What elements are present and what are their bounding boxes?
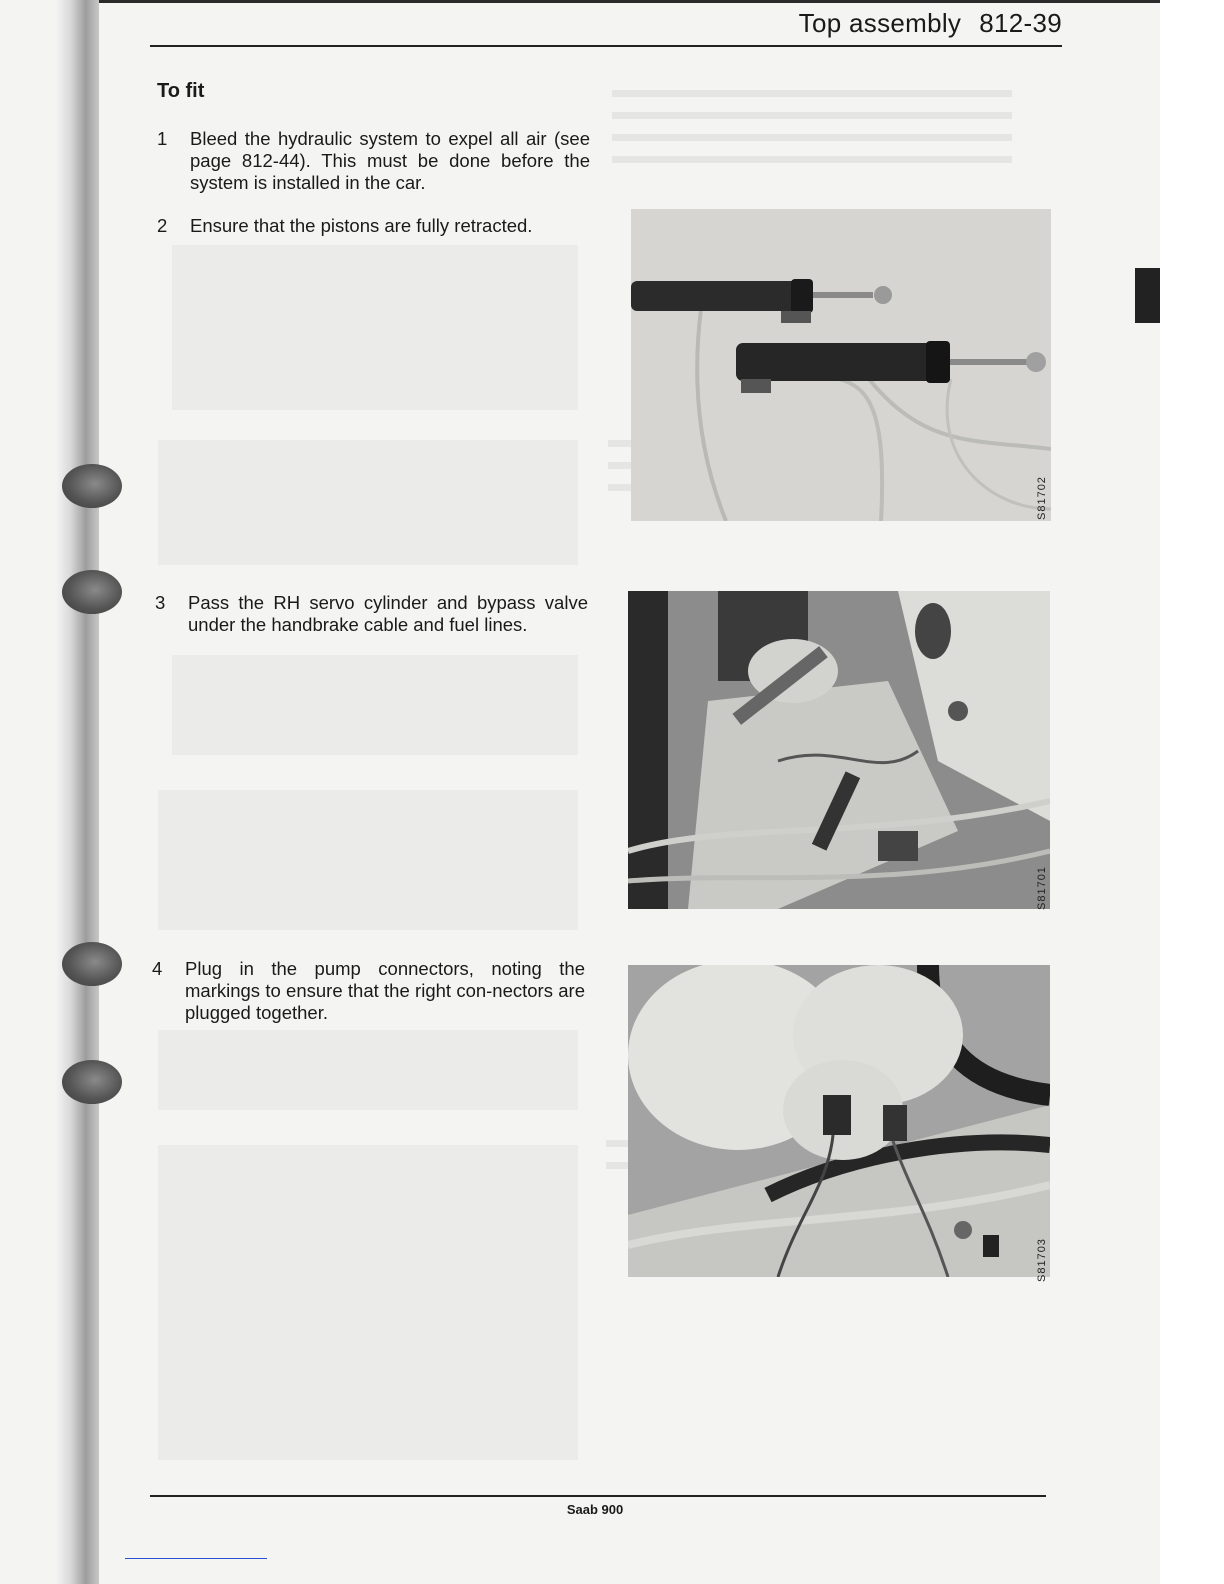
step-text: Pass the RH servo cylinder and bypass valve under the handbrake cable and fuel lines. <box>188 592 588 635</box>
figure-pump-connectors <box>628 965 1050 1277</box>
footer-rule <box>150 1495 1046 1497</box>
step-number: 1 <box>157 128 168 149</box>
binder-edge <box>55 0 99 1584</box>
bleed-through-block <box>158 790 578 930</box>
step-number: 2 <box>157 215 168 236</box>
bleed-through-block <box>172 655 578 755</box>
punch-hole <box>62 1060 122 1104</box>
step-text: Ensure that the pistons are fully retracted. <box>190 215 533 236</box>
punch-hole <box>62 464 122 508</box>
bleed-through-block <box>158 1145 578 1460</box>
figure-reference: S81702 <box>1036 476 1048 520</box>
page-header <box>799 8 1062 39</box>
footer-text: Saab 900 <box>566 1502 624 1517</box>
section-tab-marker <box>1135 268 1160 323</box>
punch-hole <box>62 570 122 614</box>
servo-cylinders-illustration <box>631 209 1051 521</box>
figure-rh-servo-cylinder <box>628 591 1050 909</box>
step-text: Plug in the pump connectors, noting the markings to ensure that the right con-nectors are plugged together. <box>185 958 585 1023</box>
section-heading: To fit <box>157 80 205 102</box>
header-rule <box>150 45 1062 47</box>
rh-servo-cylinder-illustration <box>628 591 1050 909</box>
figure-reference: S81703 <box>1036 1238 1048 1282</box>
bleed-through-text <box>612 90 1012 178</box>
page-reference: 812-39 <box>979 8 1062 38</box>
bleed-through-block <box>158 1030 578 1110</box>
bleed-through-block <box>172 245 578 410</box>
scan-artifact-line <box>125 1558 267 1559</box>
step-text: Bleed the hydraulic system to expel all air (see page 812-44). This must be done before the system is installed in the car. <box>190 128 590 193</box>
page-right-margin <box>1160 0 1224 1584</box>
step-number: 3 <box>155 592 166 613</box>
step-number: 4 <box>152 958 163 979</box>
figure-reference: S81701 <box>1036 866 1048 910</box>
bleed-through-block <box>158 440 578 565</box>
header-title: Top assembly <box>798 8 962 38</box>
top-edge-strip <box>99 0 1160 3</box>
figure-servo-cylinders <box>631 209 1051 521</box>
pump-connectors-illustration <box>628 965 1050 1277</box>
punch-hole <box>62 942 122 986</box>
